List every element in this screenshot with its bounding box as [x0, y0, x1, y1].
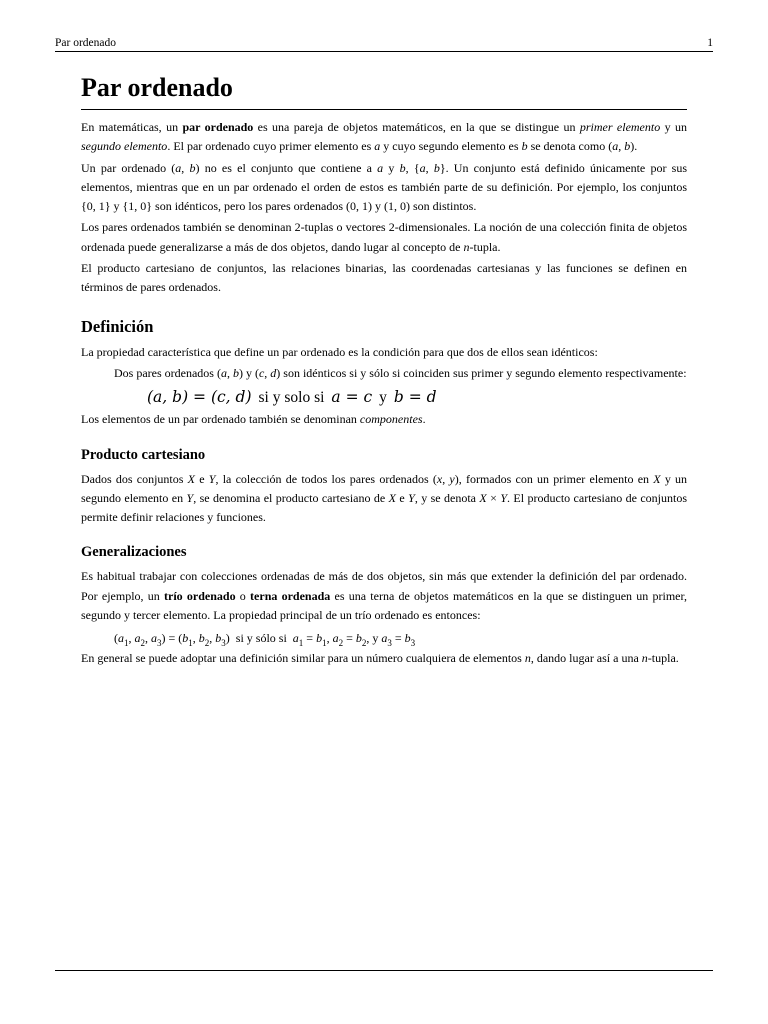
generalizaciones-paragraph-2: En general se puede adoptar una definición similar para un número cualquiera de elementos n, dando lugar así a una n-tupla.	[81, 651, 679, 666]
definicion-paragraph-2: Los elementos de un par ordenado también se denominan componentes.	[81, 412, 426, 427]
intro-paragraph-3: Los pares ordenados también se denominan 2-tuplas o vectores 2-dimensionales. La noción de una colección finita de objetos ordenada puede generalizarse a más de dos objetos, dando lugar al concepto de n-tupla.	[81, 220, 687, 254]
intro-paragraph-4: El producto cartesiano de conjuntos, las relaciones binarias, las coordenadas cartesianas y las funciones se definen en términos de pares ordenados.	[81, 261, 687, 295]
footer-rule	[55, 970, 713, 971]
triple-equality-equation: ($a_1$, $a_2$, $a_3) = (b_1$, $b_2$, $b_3$) si y sólo si $a_1 = b_1$, $a_2 = b_2$, y $a_3 = b_3$	[114, 631, 416, 649]
section-heading-generalizaciones: Generalizaciones	[81, 544, 187, 561]
running-header	[55, 36, 713, 50]
page-number: 1	[707, 37, 713, 49]
running-header-title: Par ordenado	[55, 37, 116, 49]
generalizaciones-paragraph-1: Es habitual trabajar con colecciones ordenadas de más de dos objetos, sin más que extender la definición del par ordenado. Por ejemplo, un trío ordenado o terna ordenada es una terna de objetos matemáticos en la que se distinguen un primer, segundo y tercer elemento. La propiedad principal de un trío ordenado es entonces:	[81, 569, 687, 623]
intro-paragraph-2: Un par ordenado (a, b) no es el conjunto que contiene a a y b, {a, b}. Un conjunto está definido únicamente por sus elementos, mientras que en un par ordenado el orden de estos es también parte de su definición. Por ejemplo, los conjuntos {0, 1} y {1, 0} son idénticos, pero los pares ordenados (0, 1) y (1, 0) son distintos.	[81, 160, 688, 214]
definicion-paragraph-1: La propiedad característica que define un par ordenado es la condición para que dos de ellos sean idénticos:	[81, 344, 598, 359]
section-heading-producto-cartesiano: Producto cartesiano	[81, 446, 206, 463]
header-rule	[55, 51, 713, 52]
intro-paragraph-1: En matemáticas, un par ordenado es una pareja de objetos matemáticos, en la que se distingue un primer elemento y un segundo elemento. El par ordenado cuyo primer elemento es a y cuyo segundo elemento es b se denota como (a, b).	[81, 120, 687, 154]
pair-equality-equation: (a, b) = (c, d) si y solo si a = c y b = d	[147, 388, 437, 407]
article-body	[81, 70, 687, 671]
section-heading-definicion: Definición	[81, 316, 154, 336]
producto-paragraph: Dados dos conjuntos X e Y, la colección de todos los pares ordenados (x, y), formados con un primer elemento en X y un segundo elemento en Y, se denomina el producto cartesiano de X e Y, y se denota X × Y. El producto cartesiano de conjuntos permite definir relaciones y funciones.	[81, 471, 688, 525]
definicion-quote: Dos pares ordenados (a, b) y (c, d) son idénticos si y sólo si coinciden sus primer y segundo elemento respectivamente:	[114, 365, 687, 380]
article-title: Par ordenado	[81, 70, 687, 110]
